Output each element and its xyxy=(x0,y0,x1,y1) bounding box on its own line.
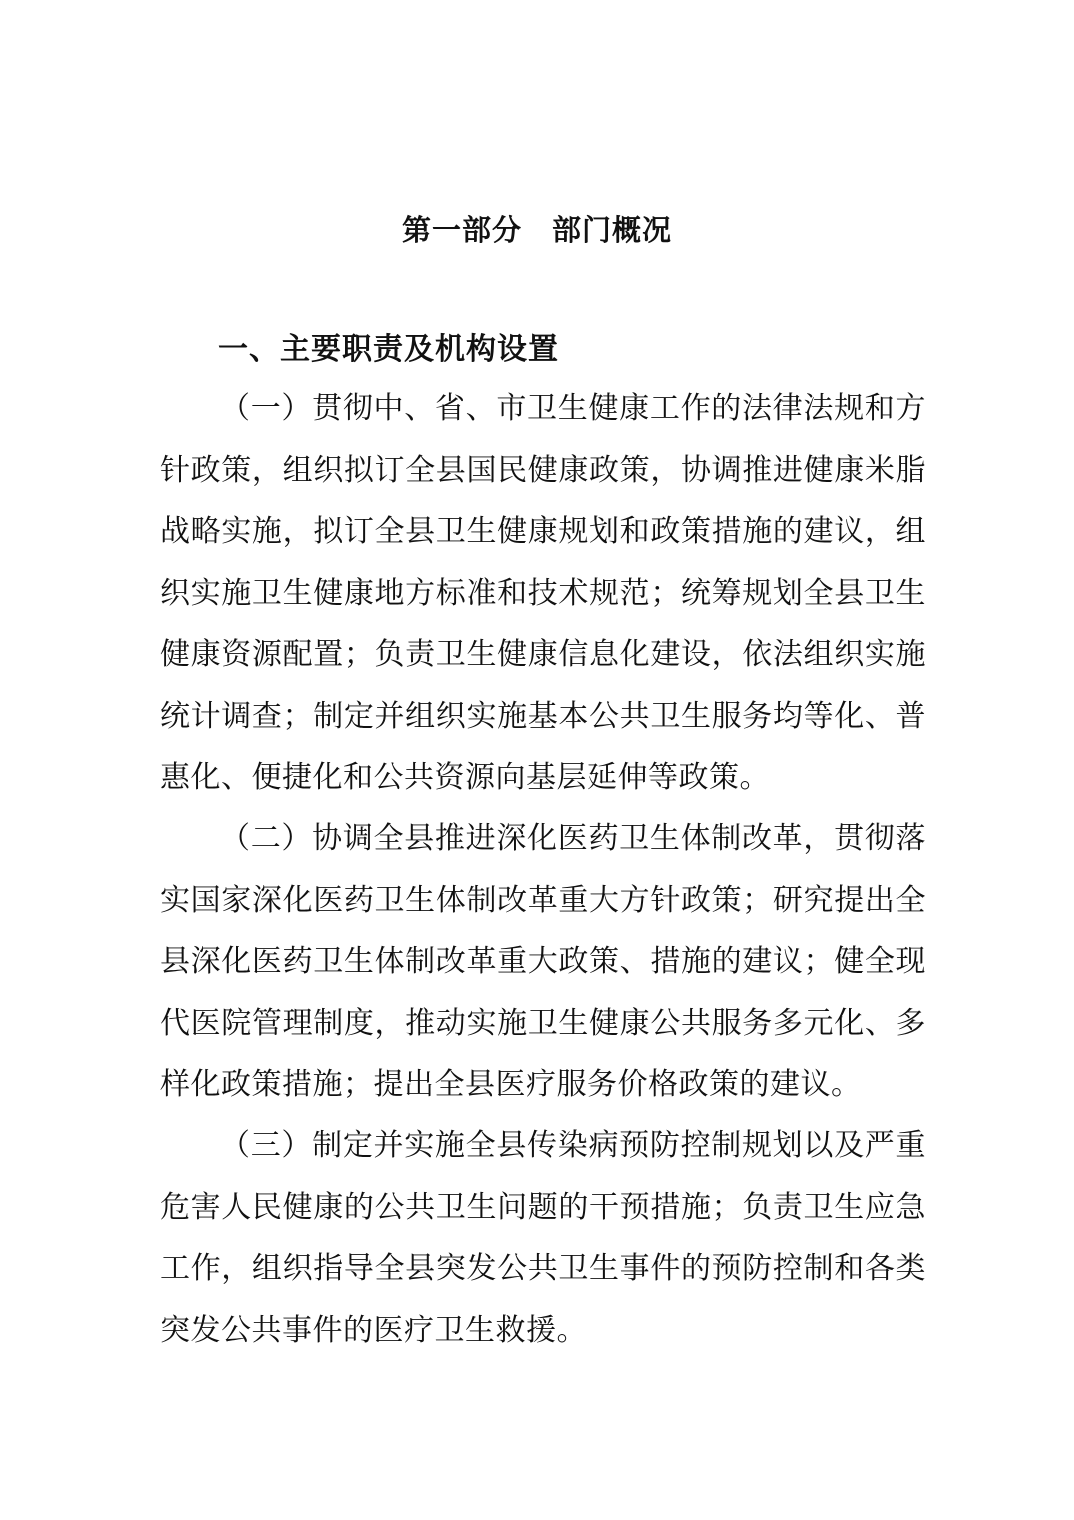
paragraph-duty-2: （二）协调全县推进深化医药卫生体制改革，贯彻落实国家深化医药卫生体制改革重大方针政策；研究提出全县深化医药卫生体制改革重大政策、措施的建议；健全现代医院管理制度，推动实施卫生健康公共服务多元化、多样化政策措施；提出全县医疗服务价格政策的建议。 xyxy=(160,821,926,1102)
paragraph-duty-3: （三）制定并实施全县传染病预防控制规划以及严重危害人民健康的公共卫生问题的干预措施；负责卫生应急工作，组织指导全县突发公共卫生事件的预防控制和各类突发公共事件的医疗卫生救援。 xyxy=(160,1128,926,1348)
section-heading: 一、主要职责及机构设置 xyxy=(218,332,559,367)
title-part-name: 部门概况 xyxy=(552,213,673,247)
title-part-number: 第一部分 xyxy=(401,213,522,247)
paragraph-duty-1: （一）贯彻中、省、市卫生健康工作的法律法规和方针政策，组织拟订全县国民健康政策，协调推进健康米脂战略实施，拟订全县卫生健康规划和政策措施的建议，组织实施卫生健康地方标准和技术规范；统筹规划全县卫生健康资源配置；负责卫生健康信息化建设，依法组织实施统计调查；制定并组织实施基本公共卫生服务均等化、普惠化、便捷化和公共资源向基层延伸等政策。 xyxy=(160,391,926,795)
page-title xyxy=(0,206,1074,254)
